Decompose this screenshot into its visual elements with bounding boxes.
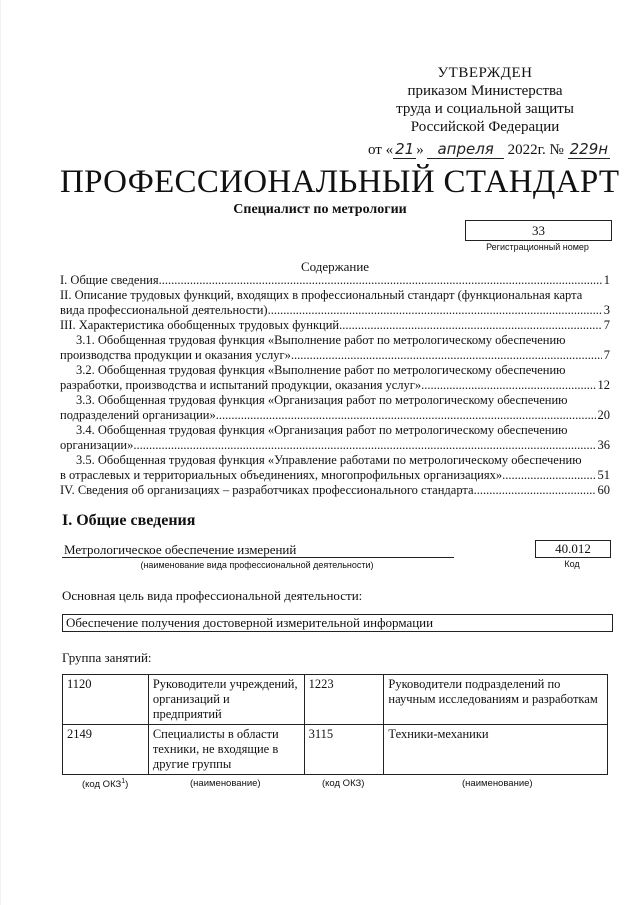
toc-item-text-line1: 3.3. Обобщенная трудовая функция «Организация работ по метрологическому обеспечению bbox=[76, 393, 568, 407]
toc-item[interactable] bbox=[60, 483, 610, 498]
activity-name-field: Метрологическое обеспечение измерений bbox=[62, 542, 454, 558]
toc-item-page: 7 bbox=[603, 318, 610, 332]
goal-label: Основная цель вида профессиональной деятельности: bbox=[62, 588, 363, 603]
activity-code-caption: Код bbox=[564, 559, 580, 569]
okz-code-cell: 1223 bbox=[304, 675, 384, 725]
table-row bbox=[63, 725, 608, 775]
toc-item-text: в отраслевых и территориальных объединениях, многопрофильных организациях» bbox=[60, 468, 503, 482]
toc-item-text-line1: 3.5. Обобщенная трудовая функция «Управление работами по метрологическому обеспечению bbox=[76, 453, 582, 467]
goal-box: Обеспечение получения достоверной измерительной информации bbox=[62, 614, 613, 632]
toc-item-page: 1 bbox=[603, 273, 610, 287]
activity-name-caption: (наименование вида профессиональной деятельности) bbox=[140, 560, 374, 570]
toc-item[interactable] bbox=[60, 363, 610, 393]
table-row bbox=[63, 675, 608, 725]
toc-item-text: I. Общие сведения bbox=[60, 273, 159, 287]
toc-item-text-line1: 3.4. Обобщенная трудовая функция «Организация работ по метрологическому обеспечению bbox=[76, 423, 568, 437]
toc-item-page: 36 bbox=[597, 438, 610, 452]
section-title: I. Общие сведения bbox=[62, 512, 196, 529]
registration-number-label: Регистрационный номер bbox=[486, 242, 589, 252]
toc-item-text-line1: 3.1. Обобщенная трудовая функция «Выполнение работ по метрологическому обеспечению bbox=[76, 333, 566, 347]
toc-item-page: 12 bbox=[597, 378, 610, 392]
approval-heading: УТВЕРЖДЕН bbox=[437, 65, 533, 81]
toc-item-text: разработки, производства и испытаний продукции, оказания услуг» bbox=[60, 378, 422, 392]
okz-code-cell: 3115 bbox=[304, 725, 384, 775]
toc-item-text-line1: 3.2. Обобщенная трудовая функция «Выполнение работ по метрологическому обеспечению bbox=[76, 363, 566, 377]
toc-item[interactable] bbox=[60, 288, 610, 318]
occupation-name-cell: Специалисты в области техники, не входящие в другие группы bbox=[148, 725, 304, 775]
toc-item[interactable] bbox=[60, 393, 610, 423]
okz-code-cell: 2149 bbox=[63, 725, 149, 775]
order-month-handwritten: апреля bbox=[427, 140, 503, 159]
footnote-marker[interactable]: 1 bbox=[121, 778, 126, 785]
approval-block bbox=[360, 64, 610, 159]
document-title: ПРОФЕССИОНАЛЬНЫЙ СТАНДАРТ bbox=[60, 164, 620, 200]
order-day-handwritten: 21 bbox=[395, 140, 415, 158]
order-year: 2022г. № bbox=[507, 142, 564, 158]
occupation-table bbox=[62, 674, 608, 775]
order-date-line bbox=[360, 140, 610, 159]
toc-item[interactable] bbox=[60, 453, 610, 483]
toc-item-text: производства продукции и оказания услуг» bbox=[60, 348, 291, 362]
toc-item-text: вида профессиональной деятельности) bbox=[60, 303, 268, 317]
activity-code-box: 40.012 bbox=[535, 540, 611, 558]
occupation-name-cell: Руководители учреждений, организаций и предприятий bbox=[148, 675, 304, 725]
toc-item-text: IV. Сведения об организациях – разработчиках профессионального стандарта bbox=[60, 483, 474, 497]
occupation-name-cell: Техники-механики bbox=[384, 725, 608, 775]
occupation-group-label: Группа занятий: bbox=[62, 650, 152, 665]
toc-item-text: подразделений организации» bbox=[60, 408, 216, 422]
toc-item[interactable] bbox=[60, 318, 610, 333]
order-prefix: от « bbox=[368, 142, 394, 158]
toc-item[interactable] bbox=[60, 333, 610, 363]
occupation-name-cell: Руководители подразделений по научным исследованиям и разработкам bbox=[384, 675, 608, 725]
okz-code-caption-2: (код ОКЗ) bbox=[322, 778, 365, 789]
occupation-name-caption-2: (наименование) bbox=[462, 778, 533, 789]
toc-item-page: 60 bbox=[597, 483, 610, 497]
document-subtitle: Специалист по метрологии bbox=[233, 202, 407, 217]
toc-item-text-line1: II. Описание трудовых функций, входящих в профессиональный стандарт (функциональная карта bbox=[60, 288, 583, 302]
toc-item[interactable] bbox=[60, 423, 610, 453]
toc-item-page: 51 bbox=[597, 468, 610, 482]
approval-line-labor: труда и социальной защиты bbox=[396, 101, 574, 117]
toc-item-page: 7 bbox=[603, 348, 610, 362]
approval-line-ministry: приказом Министерства bbox=[407, 83, 563, 99]
table-of-contents bbox=[60, 273, 610, 498]
order-quote-close: » bbox=[416, 142, 424, 158]
registration-number-box: 33 bbox=[465, 220, 612, 241]
toc-item[interactable] bbox=[60, 273, 610, 288]
okz-code-caption: (код ОКЗ$^1$) bbox=[82, 778, 129, 791]
toc-item-page: 20 bbox=[597, 408, 610, 422]
toc-heading: Содержание bbox=[300, 259, 370, 274]
toc-item-text: III. Характеристика обобщенных трудовых функций bbox=[60, 318, 340, 332]
order-number-handwritten: 229н bbox=[569, 140, 609, 158]
okz-code-cell: 1120 bbox=[63, 675, 149, 725]
toc-item-page: 3 bbox=[603, 303, 610, 317]
approval-line-federation: Российской Федерации bbox=[410, 119, 560, 135]
toc-item-text: организации» bbox=[60, 438, 134, 452]
occupation-name-caption: (наименование) bbox=[190, 778, 261, 789]
